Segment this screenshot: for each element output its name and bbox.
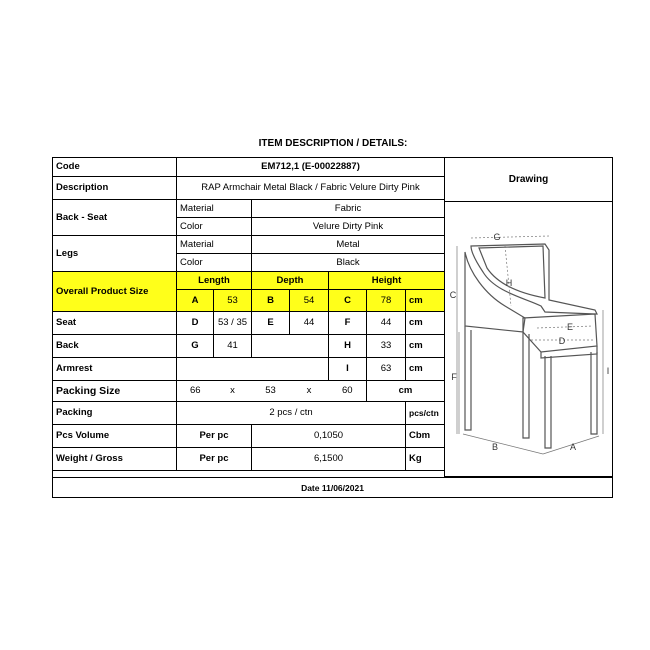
- armrest-label: Armrest: [53, 358, 177, 381]
- dim-d-letter: D: [177, 312, 214, 335]
- dim-e-letter: E: [252, 312, 290, 335]
- packing-label: Packing: [53, 402, 177, 425]
- dim-a-letter: A: [177, 290, 214, 312]
- back-label: Back: [53, 335, 177, 358]
- dim-i-value: 63: [367, 358, 406, 381]
- dim-f-value: 44: [367, 312, 406, 335]
- legs-color-label: Color: [177, 254, 252, 272]
- back-seat-color-label: Color: [177, 218, 252, 236]
- drawing-letter-a: A: [569, 442, 577, 452]
- packing-width: 53: [252, 381, 290, 402]
- drawing-letter-e: E: [566, 322, 574, 332]
- packing-height: 60: [329, 381, 367, 402]
- dim-g-line: [471, 236, 549, 238]
- weight-unit: Kg: [406, 448, 445, 471]
- back-empty-cell: [252, 335, 329, 358]
- armrest-row: [53, 358, 445, 381]
- pcs-volume-unit: Cbm: [406, 425, 445, 448]
- back-seat-material: Fabric: [252, 200, 445, 218]
- dim-h-letter: H: [329, 335, 367, 358]
- seat-label: Seat: [53, 312, 177, 335]
- back-row: [53, 335, 445, 358]
- drawing-letter-c: C: [449, 290, 457, 300]
- packing-value: 2 pcs / ctn: [177, 402, 406, 425]
- pcs-volume-value: 0,1050: [252, 425, 406, 448]
- pcs-volume-per: Per pc: [177, 425, 252, 448]
- chair-back-outline: [471, 244, 597, 314]
- dim-c-value: 78: [367, 290, 406, 312]
- description-row: [53, 177, 445, 200]
- length-label: Length: [177, 272, 252, 290]
- dim-c-letter: C: [329, 290, 367, 312]
- chair-leg-middle: [545, 356, 551, 448]
- drawing-header: Drawing: [444, 157, 613, 202]
- armrest-empty-cell: [177, 358, 329, 381]
- legs-material-row: [53, 236, 445, 254]
- spec-table: [52, 157, 445, 471]
- weight-per: Per pc: [177, 448, 252, 471]
- drawing-letter-g: G: [493, 232, 501, 242]
- chair-side-panel: [465, 252, 525, 332]
- weight-row: [53, 448, 445, 471]
- packing-row: [53, 402, 445, 425]
- date-footer: Date 11/06/2021: [52, 477, 613, 498]
- back-seat-material-label: Material: [177, 200, 252, 218]
- chair-leg-back-right: [591, 352, 597, 434]
- drawing-letter-i: I: [606, 366, 610, 376]
- back-unit: cm: [406, 335, 445, 358]
- chair-leg-front-left: [465, 326, 471, 430]
- back-seat-material-row: [53, 200, 445, 218]
- packing-size-row: [53, 381, 445, 402]
- packing-size-label: Packing Size: [53, 381, 177, 402]
- pcs-volume-label: Pcs Volume: [53, 425, 177, 448]
- dim-b-value: 54: [290, 290, 329, 312]
- dim-a-value: 53: [214, 290, 252, 312]
- description-value: RAP Armchair Metal Black / Fabric Velure Dirty Pink: [177, 177, 445, 200]
- dim-d-value: 53 / 35: [214, 312, 252, 335]
- drawing-letter-b: B: [491, 442, 499, 452]
- dim-e-line: [537, 326, 593, 328]
- document-title: ITEM DESCRIPTION / DETAILS:: [258, 138, 408, 149]
- legs-material-label: Material: [177, 236, 252, 254]
- back-seat-label: Back - Seat: [53, 200, 177, 236]
- drawing-letter-d: D: [558, 336, 566, 346]
- legs-material: Metal: [252, 236, 445, 254]
- seat-unit: cm: [406, 312, 445, 335]
- depth-label: Depth: [252, 272, 329, 290]
- chair-seat-front: [541, 346, 597, 358]
- back-seat-color: Velure Dirty Pink: [252, 218, 445, 236]
- code-row: [53, 158, 445, 177]
- drawing-letter-f: F: [451, 372, 457, 382]
- dim-g-letter: G: [177, 335, 214, 358]
- weight-value: 6,1500: [252, 448, 406, 471]
- overall-size-label: Overall Product Size: [53, 272, 177, 312]
- weight-label: Weight / Gross: [53, 448, 177, 471]
- dim-h-value: 33: [367, 335, 406, 358]
- packing-length: 66: [177, 381, 214, 402]
- seat-row: [53, 312, 445, 335]
- packing-size-unit: cm: [367, 381, 445, 402]
- dim-h-line: [505, 246, 511, 306]
- dim-i-letter: I: [329, 358, 367, 381]
- dim-g-value: 41: [214, 335, 252, 358]
- dim-f-letter: F: [329, 312, 367, 335]
- height-label: Height: [329, 272, 445, 290]
- chair-leg-front-right: [523, 332, 529, 438]
- packing-x2: x: [290, 381, 329, 402]
- dim-e-value: 44: [290, 312, 329, 335]
- drawing-letter-h: H: [505, 278, 513, 288]
- drawing-panel: [444, 201, 613, 477]
- packing-x1: x: [214, 381, 252, 402]
- code-value: EM712,1 (E-00022887): [177, 158, 445, 177]
- chair-back-inner: [479, 246, 545, 298]
- chair-drawing: [445, 202, 612, 476]
- armrest-unit: cm: [406, 358, 445, 381]
- chair-seat: [523, 314, 597, 352]
- pcs-volume-row: [53, 425, 445, 448]
- legs-label: Legs: [53, 236, 177, 272]
- description-label: Description: [53, 177, 177, 200]
- overall-unit: cm: [406, 290, 445, 312]
- code-label: Code: [53, 158, 177, 177]
- dim-b-line: [463, 434, 543, 454]
- dim-b-letter: B: [252, 290, 290, 312]
- overall-header-row: [53, 272, 445, 290]
- legs-color: Black: [252, 254, 445, 272]
- packing-unit: pcs/ctn: [406, 402, 445, 425]
